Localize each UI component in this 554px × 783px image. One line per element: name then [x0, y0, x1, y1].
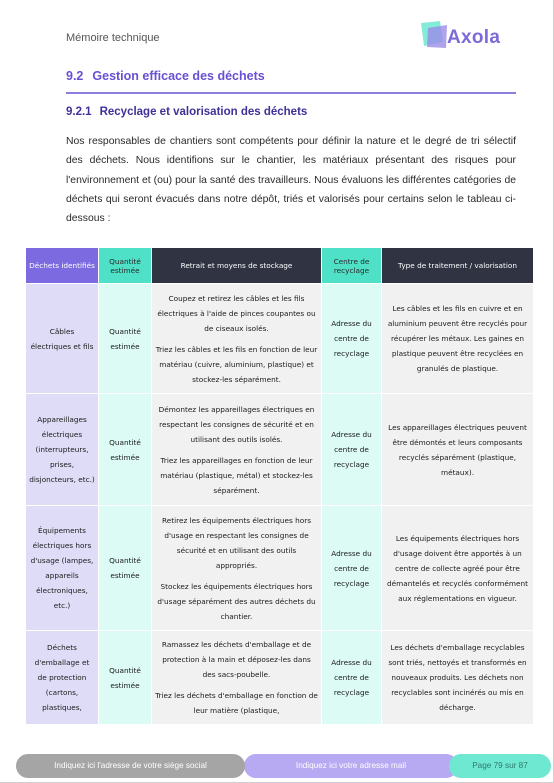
retrait-step: Coupez et retirez les câbles et les fils électriques à l'aide de pinces coupantes ou de ciseaux isolés.	[157, 293, 316, 333]
cell-retrait	[152, 394, 322, 506]
retrait-step: Triez les câbles et les fils en fonction de leur matériau (cuivre, aluminium, plastique) et stockez-les séparément.	[155, 344, 318, 384]
cell-dechet: Câbles électriques et fils	[26, 284, 99, 394]
footer-address: Indiquez ici l'adresse de votre siège social	[16, 754, 245, 778]
table-row	[26, 284, 534, 394]
column-header-retrait: Retrait et moyens de stockage	[152, 248, 322, 284]
cell-retrait	[152, 506, 322, 631]
document-type-label: Mémoire technique	[66, 32, 160, 44]
logo-mark-icon	[418, 19, 448, 49]
subsection-title: Recyclage et valorisation des déchets	[99, 106, 308, 118]
column-header-centre: Centre de recyclage	[322, 248, 382, 284]
logo-wordmark: Axola	[447, 27, 501, 48]
column-header-dechets: Déchets identifiés	[26, 248, 99, 284]
table-row	[26, 394, 534, 506]
cell-dechet: Déchets d'emballage et de protection (cartons, plastiques,	[26, 631, 99, 725]
footer-page-number: Page 79 sur 87	[449, 754, 551, 778]
section-divider	[66, 92, 516, 94]
table-row	[26, 506, 534, 631]
footer-email: Indiquez ici votre adresse mail	[244, 754, 458, 778]
cell-quantite: Quantité estimée	[99, 506, 152, 631]
waste-table	[25, 247, 534, 725]
table-header-row	[26, 248, 534, 284]
subsection-number: 9.2.1	[66, 106, 92, 118]
column-header-traitement: Type de traitement / valorisation	[382, 248, 534, 284]
cell-traitement: Les appareillages électriques peuvent être démontés et leurs composants recyclés séparément (plastique, métaux).	[382, 394, 534, 506]
cell-traitement: Les équipements électriques hors d'usage doivent être apportés à un centre de collecte agréé pour être démantelés et recyclés conformément aux réglementations en vigueur.	[382, 506, 534, 631]
cell-centre: Adresse du centre de recyclage	[322, 284, 382, 394]
cell-centre: Adresse du centre de recyclage	[322, 394, 382, 506]
cell-quantite: Quantité estimée	[99, 394, 152, 506]
cell-quantite: Quantité estimée	[99, 284, 152, 394]
section-number: 9.2	[66, 69, 84, 83]
column-header-quantite: Quantité estimée	[99, 248, 152, 284]
cell-dechet: Équipements électriques hors d'usage (lampes, appareils électroniques, etc.)	[26, 506, 99, 631]
subsection-heading	[66, 106, 307, 118]
retrait-step: Ramassez les déchets d'emballage et de protection à la main et déposez-les dans des sacs-poubelle.	[161, 640, 312, 679]
cell-retrait	[152, 631, 322, 725]
retrait-step: Retirez les équipements électriques hors d'usage en respectant les consignes de sécurité et en utilisant des outils appropriés.	[162, 515, 311, 570]
cell-quantite: Quantité estimée	[99, 631, 152, 725]
intro-paragraph: Nos responsables de chantiers sont compétents pour définir la nature et le degré de tri sélectif des déchets. Nous identifions sur le chantier, les matériaux présentant des risques pour l'environnement et (ou) pour la santé des travailleurs. Nous évaluons les différentes catégories de déchets qui seront évacués dans notre dépôt, triés et valorisés pour certains selon le tableau ci- dessous :	[66, 136, 516, 225]
cell-traitement: Les déchets d'emballage recyclables sont triés, nettoyés et transformés en nouveaux produits. Les déchets non recyclables sont incinérés ou mis en décharge.	[382, 631, 534, 725]
cell-dechet: Appareillages électriques (interrupteurs, prises, disjoncteurs, etc.)	[26, 394, 99, 506]
cell-centre: Adresse du centre de recyclage	[322, 506, 382, 631]
retrait-step: Triez les déchets d'emballage en fonction de leur matière (plastique,	[155, 691, 318, 715]
cell-traitement: Les câbles et les fils en cuivre et en aluminium peuvent être recyclés pour récupérer les métaux. Les gaines en plastique peuvent être recyclées en granulés de plastique.	[382, 284, 534, 394]
section-title: Gestion efficace des déchets	[92, 69, 265, 83]
retrait-step: Démontez les appareillages électriques en respectant les consignes de sécurité et en utilisant des outils isolés.	[158, 404, 315, 444]
section-heading	[66, 69, 265, 83]
table-row	[26, 631, 534, 725]
retrait-step: Triez les appareillages en fonction de leur matériau (plastique, métal) et stockez-les séparément.	[160, 455, 313, 495]
company-logo	[418, 19, 518, 51]
cell-centre: Adresse du centre de recyclage	[322, 631, 382, 725]
cell-retrait	[152, 284, 322, 394]
retrait-step: Stockez les équipements électriques hors d'usage séparément des autres déchets du chantier.	[157, 581, 316, 621]
